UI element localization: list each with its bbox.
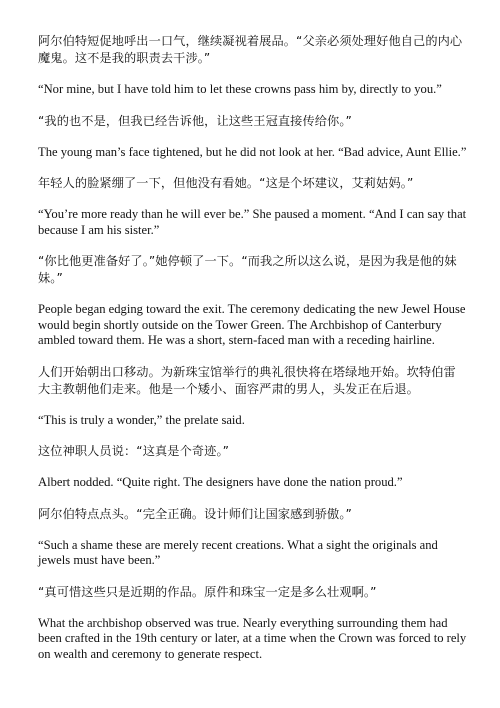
paragraph-zh-4: “你比他更准备好了。”她停顿了一下。“而我之所以这么说，是因为我是他的妹妹。” bbox=[38, 254, 457, 285]
paragraph-zh-1: 阿尔伯特短促地呼出一口气，继续凝视着展品。“父亲必须处理好他自己的内心魔鬼。这不是我的职责去干涉。” bbox=[38, 34, 463, 65]
paragraph-en-2: The young man’s face tightened, but he did not look at her. “Bad advice, Aunt Ellie.” bbox=[38, 144, 467, 159]
paragraph-zh-6: 这位神职人员说：“这真是个奇迹。” bbox=[38, 444, 230, 458]
paragraph-en-6: Albert nodded. “Quite right. The designers have done the nation proud.” bbox=[38, 475, 403, 489]
paragraph-zh-2: “我的也不是，但我已经告诉他，让这些王冠直接传给你。” bbox=[38, 113, 352, 128]
paragraph-en-1: “Nor mine, but I have told him to let these crowns pass him by, directly to you.” bbox=[38, 82, 442, 96]
paragraph-zh-7: 阿尔伯特点点头。“完全正确。设计师们让国家感到骄傲。” bbox=[38, 506, 352, 521]
document-page bbox=[38, 33, 468, 662]
paragraph-zh-3: 年轻人的脸紧绷了一下，但他没有看她。“这是个坏建议，艾莉姑妈。” bbox=[38, 176, 414, 190]
paragraph-en-5: “This is truly a wonder,” the prelate said. bbox=[38, 412, 245, 427]
paragraph-en-4: People began edging toward the exit. The ceremony dedicating the new Jewel House would begin shortly outside on the Tower Green. The Archbishop of Canterbury ambled toward them. He was a short, stern-faced man with a receding hairline. bbox=[38, 302, 466, 347]
paragraph-zh-8: “真可惜这些只是近期的作品。原件和珠宝一定是多么壮观啊。” bbox=[38, 584, 377, 599]
paragraph-en-7: “Such a shame these are merely recent creations. What a sight the originals and jewels must have been.” bbox=[38, 537, 438, 567]
paragraph-en-8: What the archbishop observed was true. Nearly everything surrounding them had been crafted in the 19th century or later, at a time when the Crown was forced to rely on wealth and ceremony to generate respect. bbox=[38, 615, 467, 661]
paragraph-zh-5: 人们开始朝出口移动。为新珠宝馆举行的典礼很快将在塔绿地开始。坎特伯雷大主教朝他们走来。他是一个矮小、面容严肃的男人，头发正在后退。 bbox=[38, 364, 456, 396]
paragraph-en-3: “You’re more ready than he will ever be.” She paused a moment. “And I can say that because I am his sister.” bbox=[38, 207, 467, 237]
